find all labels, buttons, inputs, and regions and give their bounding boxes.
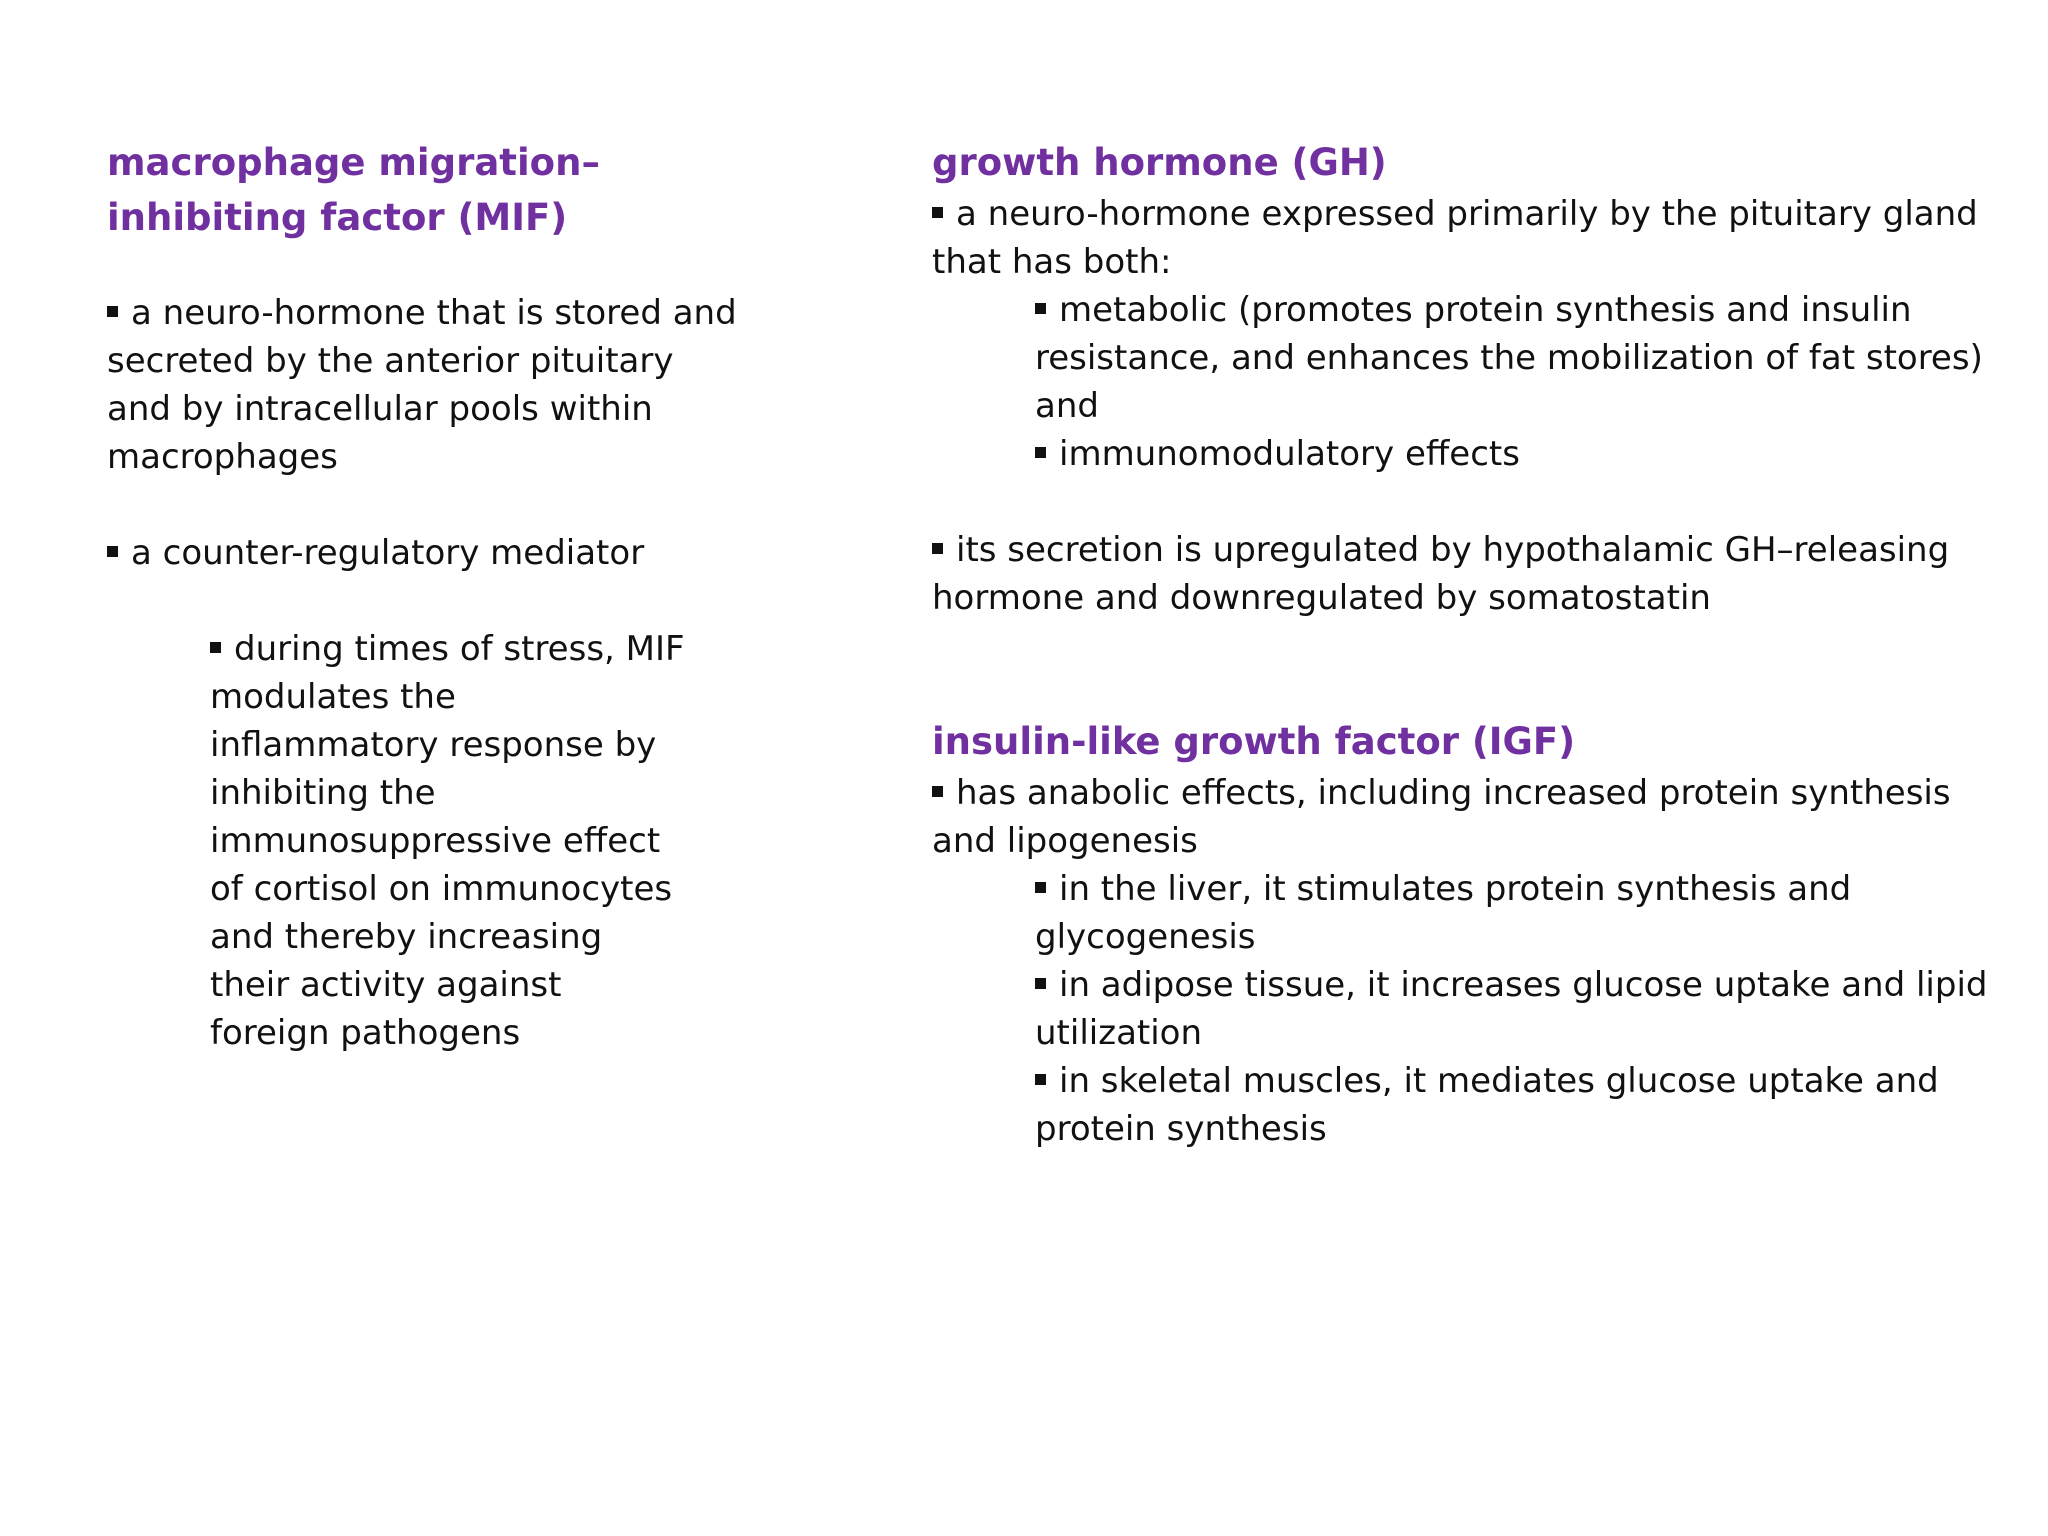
gh-sub-bullet-2-text: immunomodulatory effects <box>1059 434 1520 474</box>
mif-title-line1: macrophage migration– <box>107 141 600 184</box>
square-bullet-icon <box>1035 978 1046 989</box>
mif-section <box>107 135 767 1057</box>
gh-sub-bullet-1 <box>932 286 1992 430</box>
gh-bullet-2 <box>932 526 1992 622</box>
gh-bullet-1 <box>932 190 1992 286</box>
right-column <box>932 135 1992 1153</box>
gh-sub-bullet-1-text: metabolic (promotes protein synthesis and insulin resistance, and enhances the mobilization of fat stores) and <box>1035 290 1983 426</box>
igf-sub-bullet-3-text: in skeletal muscles, it mediates glucose uptake and protein synthesis <box>1035 1061 1939 1149</box>
mif-title <box>107 135 767 245</box>
igf-bullet-1-text: has anabolic effects, including increased protein synthesis and lipogenesis <box>932 773 1951 861</box>
gh-bullet-1-text: a neuro-hormone expressed primarily by the pituitary gland that has both: <box>932 194 1978 282</box>
igf-sub-bullet-1 <box>932 865 1992 961</box>
square-bullet-icon <box>1035 303 1046 314</box>
igf-section <box>932 714 1992 1153</box>
mif-sub-bullet <box>107 625 690 1057</box>
square-bullet-icon <box>932 786 943 797</box>
mif-bullet-1 <box>107 289 747 481</box>
square-bullet-icon <box>1035 1074 1046 1085</box>
igf-sub-bullet-2 <box>932 961 1992 1057</box>
mif-bullet-2 <box>107 529 767 577</box>
gh-section <box>932 135 1992 622</box>
igf-sub-bullet-3 <box>932 1057 1992 1153</box>
gh-title: growth hormone (GH) <box>932 141 1387 184</box>
square-bullet-icon <box>932 543 943 554</box>
mif-sub-bullet-text: during times of stress, MIF modulates the inflammatory response by inhibiting the immunosuppressive effect of cortisol on immunocytes and thereby increasing their activity against foreign pathogens <box>210 629 685 1053</box>
square-bullet-icon <box>932 207 943 218</box>
square-bullet-icon <box>107 546 118 557</box>
square-bullet-icon <box>1035 447 1046 458</box>
mif-title-line2: inhibiting factor (MIF) <box>107 196 568 239</box>
square-bullet-icon <box>210 642 221 653</box>
mif-bullet-2-text: a counter-regulatory mediator <box>131 533 645 573</box>
square-bullet-icon <box>107 306 118 317</box>
igf-sub-bullet-2-text: in adipose tissue, it increases glucose uptake and lipid utilization <box>1035 965 1988 1053</box>
igf-title: insulin-like growth factor (IGF) <box>932 720 1576 763</box>
gh-bullet-2-text: its secretion is upregulated by hypothalamic GH–releasing hormone and downregulated by somatostatin <box>932 530 1950 618</box>
mif-bullet-1-text: a neuro-hormone that is stored and secreted by the anterior pituitary and by intracellular pools within macrophages <box>107 293 737 477</box>
igf-bullet-1 <box>932 769 1992 865</box>
square-bullet-icon <box>1035 882 1046 893</box>
gh-sub-bullet-2 <box>932 430 1992 478</box>
igf-sub-bullet-1-text: in the liver, it stimulates protein synthesis and glycogenesis <box>1035 869 1852 957</box>
